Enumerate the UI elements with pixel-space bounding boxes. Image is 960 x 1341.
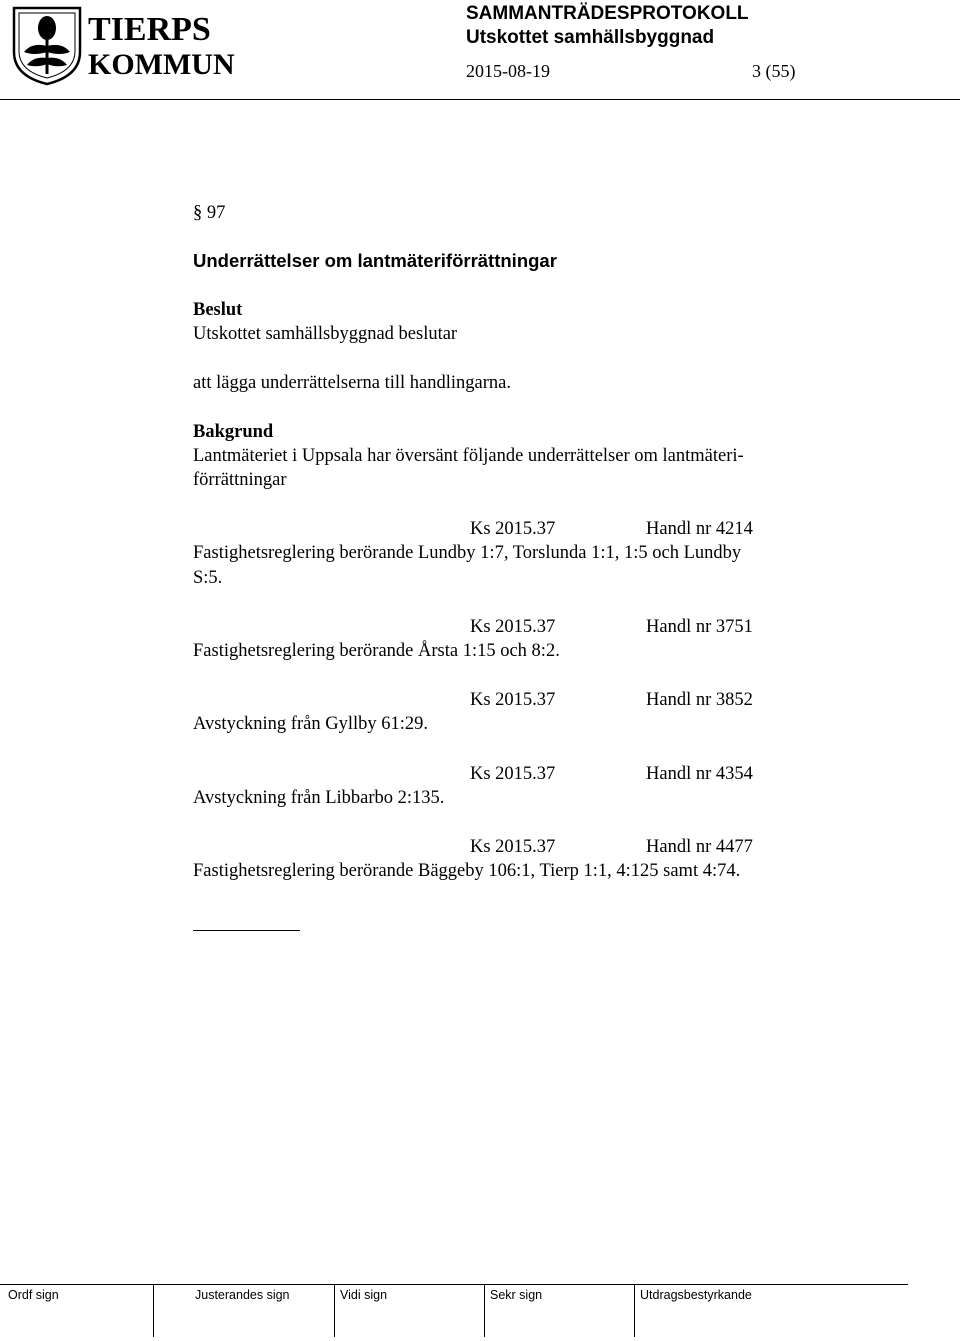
committee-name: Utskottet samhällsbyggnad: [466, 27, 715, 48]
paragraph-number: § 97: [193, 203, 226, 223]
entry-ks-number: Ks 2015.37: [470, 764, 556, 784]
beslut-text: Utskottet samhällsbyggnad beslutar: [193, 324, 458, 344]
entry-description: Avstyckning från Gyllby 61:29.: [193, 714, 428, 734]
entry-handl-number: Handl nr 4214: [646, 519, 753, 539]
meeting-date: 2015-08-19: [466, 61, 550, 81]
entry-description: Fastighetsreglering berörande Lundby 1:7, Torslunda 1:1, 1:5 och Lundby: [193, 543, 742, 563]
beslut-heading: Beslut: [193, 300, 243, 320]
entry-handl-number: Handl nr 4477: [646, 837, 753, 857]
page-number: 3 (55): [752, 61, 796, 81]
entry-ks-number: Ks 2015.37: [470, 837, 556, 857]
entry-ks-number: Ks 2015.37: [470, 617, 556, 637]
entry-description: Fastighetsreglering berörande Bäggeby 106:1, Tierp 1:1, 4:125 samt 4:74.: [193, 861, 741, 881]
coat-of-arms-icon: [10, 4, 235, 86]
svg-text:KOMMUN: KOMMUN: [88, 48, 235, 81]
entry-description: Fastighetsreglering berörande Årsta 1:15 och 8:2.: [193, 641, 560, 661]
beslut-decision: att lägga underrättelserna till handlingarna.: [193, 373, 511, 393]
bakgrund-text: Lantmäteriet i Uppsala har översänt följande underrättelser om lantmäteri-: [193, 446, 744, 466]
entry-handl-number: Handl nr 4354: [646, 764, 753, 784]
bakgrund-heading: Bakgrund: [193, 422, 274, 442]
entry-handl-number: Handl nr 3852: [646, 690, 753, 710]
bakgrund-text-cont: förrättningar: [193, 470, 287, 490]
footer-label-ordf-sign: Ordf sign: [8, 1288, 59, 1302]
protocol-title: SAMMANTRÄDESPROTOKOLL: [466, 3, 749, 24]
tierps-kommun-logo: [10, 4, 235, 86]
footer-label-utdragsbestyrkande: Utdragsbestyrkande: [640, 1288, 752, 1302]
header-divider: [0, 99, 960, 100]
entry-ks-number: Ks 2015.37: [470, 690, 556, 710]
footer-label-vidi-sign: Vidi sign: [340, 1288, 388, 1302]
section-end-rule: [193, 930, 300, 931]
entry-description: Avstyckning från Libbarbo 2:135.: [193, 788, 445, 808]
entry-ks-number: Ks 2015.37: [470, 519, 556, 539]
footer-label-justerandes-sign: Justerandes sign: [195, 1288, 290, 1302]
entry-description-cont: S:5.: [193, 568, 223, 588]
svg-text:TIERPS: TIERPS: [88, 11, 211, 48]
section-heading: Underrättelser om lantmäteriförrättningar: [193, 250, 557, 271]
entry-handl-number: Handl nr 3751: [646, 617, 753, 637]
footer-label-sekr-sign: Sekr sign: [490, 1288, 543, 1302]
